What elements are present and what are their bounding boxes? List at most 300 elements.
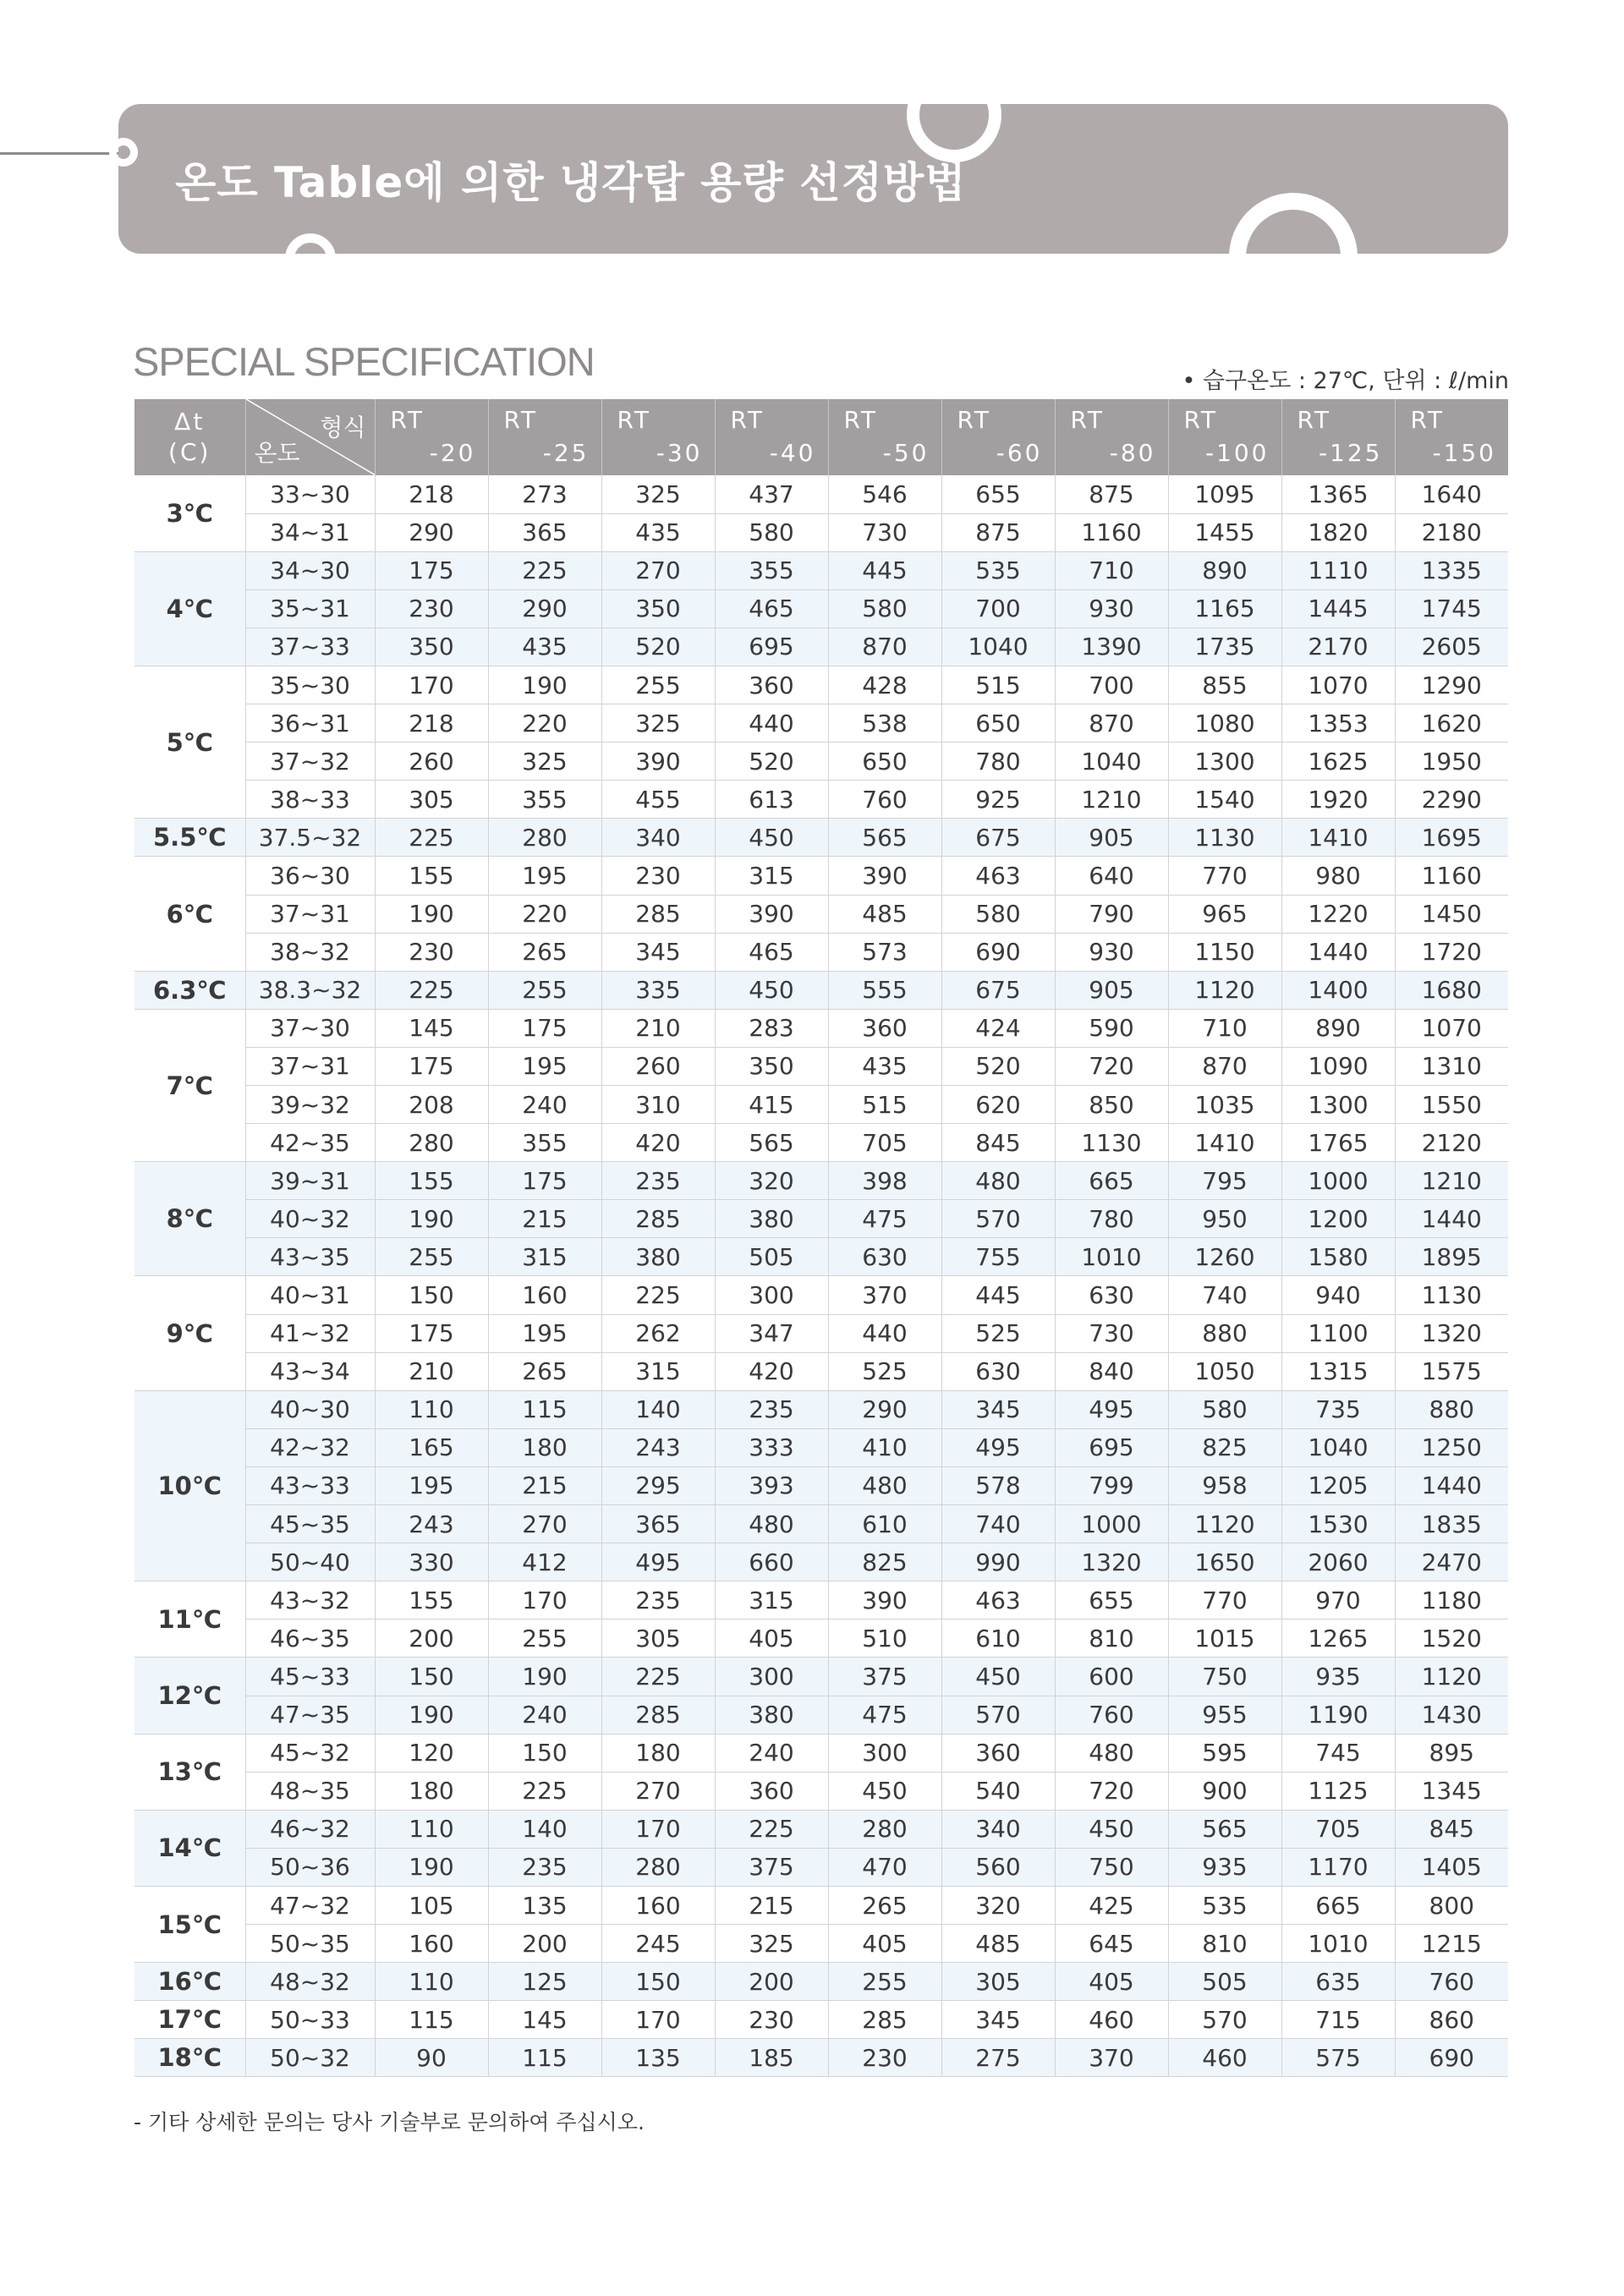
capacity-cell: 240 [488,1086,601,1124]
capacity-cell: 515 [828,1086,941,1124]
capacity-cell: 265 [828,1886,941,1924]
table-row [134,1886,1508,1924]
capacity-cell: 480 [715,1505,828,1543]
capacity-cell: 740 [1168,1276,1281,1314]
capacity-cell: 1160 [1055,513,1168,551]
capacity-cell: 1320 [1395,1314,1508,1352]
capacity-cell: 565 [715,1124,828,1162]
capacity-cell: 800 [1395,1886,1508,1924]
capacity-cell: 1015 [1168,1619,1281,1658]
capacity-cell: 2605 [1395,627,1508,666]
capacity-cell: 333 [715,1428,828,1466]
capacity-cell: 255 [488,1619,601,1658]
header-temp-label: 온도 [254,439,300,467]
capacity-cell: 890 [1168,551,1281,589]
capacity-cell: 573 [828,933,941,971]
capacity-cell: 2120 [1395,1124,1508,1162]
capacity-cell: 1130 [1395,1276,1508,1314]
banner-ring-bottom-small [285,233,336,284]
capacity-cell: 760 [1055,1696,1168,1734]
capacity-cell: 480 [828,1466,941,1504]
capacity-cell: 675 [941,819,1055,857]
capacity-cell: 255 [828,1963,941,2001]
capacity-cell: 2060 [1281,1543,1395,1581]
capacity-cell: 280 [601,1848,715,1886]
capacity-cell: 810 [1055,1619,1168,1658]
capacity-cell: 810 [1168,1925,1281,1963]
capacity-cell: 285 [601,1696,715,1734]
capacity-cell: 265 [488,1352,601,1390]
capacity-cell: 565 [1168,1810,1281,1848]
table-row [134,1658,1508,1696]
capacity-cell: 825 [1168,1428,1281,1466]
temp-range-cell: 48~35 [245,1772,375,1810]
capacity-cell: 1640 [1395,475,1508,513]
capacity-cell: 1050 [1168,1352,1281,1390]
capacity-cell: 190 [375,1848,488,1886]
capacity-cell: 1040 [941,627,1055,666]
capacity-cell: 350 [715,1047,828,1085]
capacity-cell: 412 [488,1543,601,1581]
capacity-cell: 2290 [1395,781,1508,819]
capacity-cell: 495 [1055,1390,1168,1428]
capacity-cell: 375 [828,1658,941,1696]
capacity-cell: 325 [601,475,715,513]
temp-range-cell: 50~33 [245,2001,375,2039]
capacity-cell: 450 [941,1658,1055,1696]
table-row [134,1581,1508,1619]
banner-ring-bottom-large [1229,193,1358,321]
capacity-cell: 243 [375,1505,488,1543]
capacity-cell: 935 [1168,1848,1281,1886]
capacity-cell: 845 [1395,1810,1508,1848]
temp-range-cell: 38~32 [245,933,375,971]
capacity-cell: 140 [488,1810,601,1848]
capacity-cell: 405 [1055,1963,1168,2001]
capacity-cell: 175 [488,1009,601,1047]
capacity-cell: 880 [1395,1390,1508,1428]
table-row [134,1314,1508,1352]
capacity-cell: 515 [941,666,1055,704]
capacity-cell: 2180 [1395,513,1508,551]
capacity-cell: 345 [601,933,715,971]
capacity-cell: 1835 [1395,1505,1508,1543]
capacity-cell: 1735 [1168,627,1281,666]
capacity-cell: 640 [1055,857,1168,895]
temp-range-cell: 39~32 [245,1086,375,1124]
capacity-cell: 610 [941,1619,1055,1658]
capacity-cell: 225 [601,1658,715,1696]
capacity-cell: 285 [601,895,715,933]
temp-range-cell: 38.3~32 [245,971,375,1009]
capacity-cell: 720 [1055,1772,1168,1810]
capacity-cell: 120 [375,1734,488,1772]
capacity-cell: 1765 [1281,1124,1395,1162]
capacity-cell: 190 [375,1696,488,1734]
capacity-cell: 160 [375,1925,488,1963]
capacity-cell: 390 [828,1581,941,1619]
table-row [134,1810,1508,1848]
capacity-cell: 1575 [1395,1352,1508,1390]
table-row [134,1848,1508,1886]
table-body [134,475,1508,2077]
capacity-cell: 300 [715,1658,828,1696]
temp-range-cell: 46~32 [245,1810,375,1848]
capacity-cell: 273 [488,475,601,513]
capacity-cell: 2470 [1395,1543,1508,1581]
capacity-cell: 570 [1168,2001,1281,2039]
capacity-cell: 245 [601,1925,715,1963]
capacity-cell: 475 [828,1200,941,1238]
capacity-cell: 330 [375,1543,488,1581]
temp-range-cell: 45~32 [245,1734,375,1772]
capacity-cell: 1365 [1281,475,1395,513]
capacity-cell: 435 [828,1047,941,1085]
capacity-cell: 1260 [1168,1238,1281,1276]
capacity-cell: 380 [715,1200,828,1238]
capacity-cell: 980 [1281,857,1395,895]
header-rt-col: RT -30 [601,399,715,475]
section-title: SPECIAL SPECIFICATION [133,339,595,384]
capacity-cell: 315 [488,1238,601,1276]
capacity-cell: 650 [941,704,1055,743]
capacity-cell: 1440 [1395,1466,1508,1504]
header-rt-col: RT -25 [488,399,601,475]
capacity-cell: 1390 [1055,627,1168,666]
capacity-cell: 280 [375,1124,488,1162]
capacity-cell: 630 [828,1238,941,1276]
capacity-cell: 730 [1055,1314,1168,1352]
header-rt-col: RT -125 [1281,399,1395,475]
table-row [134,1925,1508,1963]
capacity-cell: 355 [715,551,828,589]
capacity-cell: 1170 [1281,1848,1395,1886]
capacity-cell: 295 [601,1466,715,1504]
capacity-cell: 305 [941,1963,1055,2001]
capacity-cell: 105 [375,1886,488,1924]
capacity-cell: 880 [1168,1314,1281,1352]
capacity-cell: 200 [715,1963,828,2001]
temp-range-cell: 37.5~32 [245,819,375,857]
capacity-cell: 200 [375,1619,488,1658]
capacity-cell: 175 [375,551,488,589]
capacity-cell: 755 [941,1238,1055,1276]
capacity-cell: 935 [1281,1658,1395,1696]
capacity-cell: 1300 [1168,743,1281,781]
capacity-cell: 1220 [1281,895,1395,933]
capacity-cell: 860 [1395,2001,1508,2039]
capacity-cell: 630 [1055,1276,1168,1314]
capacity-cell: 465 [715,933,828,971]
temp-range-cell: 34~31 [245,513,375,551]
temp-range-cell: 43~33 [245,1466,375,1504]
capacity-cell: 380 [601,1238,715,1276]
capacity-cell: 135 [488,1886,601,1924]
capacity-cell: 535 [941,551,1055,589]
table-row [134,1505,1508,1543]
capacity-cell: 705 [828,1124,941,1162]
capacity-cell: 360 [941,1734,1055,1772]
capacity-cell: 235 [601,1581,715,1619]
capacity-cell: 440 [828,1314,941,1352]
capacity-cell: 590 [1055,1009,1168,1047]
capacity-cell: 855 [1168,666,1281,704]
capacity-cell: 1000 [1055,1505,1168,1543]
capacity-cell: 1695 [1395,819,1508,857]
capacity-cell: 505 [715,1238,828,1276]
delta-t-cell: 10℃ [134,1390,245,1581]
table-row [134,513,1508,551]
capacity-cell: 660 [715,1543,828,1581]
capacity-cell: 265 [488,933,601,971]
capacity-cell: 365 [601,1505,715,1543]
capacity-cell: 360 [715,666,828,704]
capacity-cell: 1095 [1168,475,1281,513]
capacity-cell: 90 [375,2039,488,2077]
header-type-temp [245,399,375,475]
capacity-cell: 220 [488,704,601,743]
capacity-cell: 345 [941,2001,1055,2039]
capacity-cell: 930 [1055,933,1168,971]
capacity-cell: 505 [1168,1963,1281,2001]
capacity-cell: 200 [488,1925,601,1963]
capacity-cell: 320 [941,1886,1055,1924]
capacity-cell: 1310 [1395,1047,1508,1085]
capacity-cell: 1440 [1395,1200,1508,1238]
capacity-cell: 970 [1281,1581,1395,1619]
capacity-cell: 535 [1168,1886,1281,1924]
capacity-cell: 345 [941,1390,1055,1428]
capacity-cell: 580 [941,895,1055,933]
capacity-cell: 437 [715,475,828,513]
table-row [134,1428,1508,1466]
capacity-cell: 135 [601,2039,715,2077]
capacity-cell: 1920 [1281,781,1395,819]
capacity-cell: 870 [1168,1047,1281,1085]
capacity-cell: 1620 [1395,704,1508,743]
capacity-cell: 520 [715,743,828,781]
capacity-cell: 715 [1281,2001,1395,2039]
table-row [134,1009,1508,1047]
delta-t-cell: 8℃ [134,1162,245,1276]
capacity-cell: 2170 [1281,627,1395,666]
temp-range-cell: 34~30 [245,551,375,589]
header-rt-col: RT -100 [1168,399,1281,475]
table-row [134,2001,1508,2039]
capacity-cell: 155 [375,857,488,895]
capacity-cell: 645 [1055,1925,1168,1963]
capacity-cell: 1430 [1395,1696,1508,1734]
capacity-cell: 255 [601,666,715,704]
capacity-cell: 760 [828,781,941,819]
capacity-cell: 655 [941,475,1055,513]
capacity-cell: 195 [488,1314,601,1352]
delta-t-cell: 4℃ [134,551,245,666]
capacity-cell: 1040 [1055,743,1168,781]
capacity-cell: 825 [828,1543,941,1581]
capacity-cell: 925 [941,781,1055,819]
capacity-cell: 520 [941,1047,1055,1085]
capacity-cell: 460 [1168,2039,1281,2077]
capacity-cell: 850 [1055,1086,1168,1124]
capacity-cell: 320 [715,1162,828,1200]
capacity-cell: 450 [715,819,828,857]
capacity-cell: 180 [375,1772,488,1810]
capacity-cell: 695 [1055,1428,1168,1466]
capacity-cell: 270 [601,1772,715,1810]
capacity-cell: 799 [1055,1466,1168,1504]
capacity-cell: 305 [375,781,488,819]
capacity-cell: 475 [828,1696,941,1734]
capacity-cell: 210 [375,1352,488,1390]
delta-t-cell: 16℃ [134,1963,245,2001]
table-row [134,1086,1508,1124]
temp-range-cell: 47~35 [245,1696,375,1734]
capacity-cell: 390 [828,857,941,895]
capacity-cell: 230 [715,2001,828,2039]
capacity-cell: 195 [375,1466,488,1504]
capacity-cell: 1450 [1395,895,1508,933]
delta-t-cell: 5℃ [134,666,245,818]
capacity-cell: 705 [1281,1810,1395,1848]
capacity-cell: 218 [375,475,488,513]
capacity-cell: 160 [488,1276,601,1314]
capacity-cell: 870 [1055,704,1168,743]
capacity-cell: 760 [1395,1963,1508,2001]
header-rt-col: RT -50 [828,399,941,475]
temp-range-cell: 35~30 [245,666,375,704]
capacity-cell: 170 [375,666,488,704]
capacity-cell: 235 [715,1390,828,1428]
capacity-cell: 190 [488,1658,601,1696]
capacity-cell: 958 [1168,1466,1281,1504]
capacity-cell: 525 [828,1352,941,1390]
temp-range-cell: 42~32 [245,1428,375,1466]
capacity-cell: 1205 [1281,1466,1395,1504]
temp-range-cell: 40~32 [245,1200,375,1238]
temp-range-cell: 35~31 [245,589,375,627]
delta-t-cell: 7℃ [134,1009,245,1161]
capacity-cell: 110 [375,1963,488,2001]
delta-t-cell: 17℃ [134,2001,245,2039]
capacity-cell: 495 [941,1428,1055,1466]
capacity-cell: 262 [601,1314,715,1352]
delta-t-cell: 3℃ [134,475,245,551]
capacity-cell: 735 [1281,1390,1395,1428]
capacity-cell: 1650 [1168,1543,1281,1581]
temp-range-cell: 50~32 [245,2039,375,2077]
temp-range-cell: 45~33 [245,1658,375,1696]
capacity-cell: 150 [375,1276,488,1314]
capacity-cell: 570 [941,1200,1055,1238]
delta-t-cell: 6℃ [134,857,245,971]
capacity-cell: 175 [375,1314,488,1352]
capacity-cell: 575 [1281,2039,1395,2077]
temp-range-cell: 50~36 [245,1848,375,1886]
capacity-cell: 110 [375,1810,488,1848]
capacity-cell: 390 [715,895,828,933]
capacity-cell: 870 [828,627,941,666]
header-rt-col: RT -40 [715,399,828,475]
temp-range-cell: 36~31 [245,704,375,743]
capacity-cell: 225 [715,1810,828,1848]
capacity-cell: 580 [1168,1390,1281,1428]
capacity-cell: 1320 [1055,1543,1168,1581]
temp-range-cell: 48~32 [245,1963,375,2001]
capacity-cell: 435 [601,513,715,551]
banner-connector-line [0,152,121,155]
capacity-cell: 370 [828,1276,941,1314]
capacity-cell: 620 [941,1086,1055,1124]
capacity-cell: 580 [715,513,828,551]
capacity-cell: 750 [1055,1848,1168,1886]
capacity-cell: 355 [488,1124,601,1162]
table-row [134,589,1508,627]
capacity-cell: 875 [1055,475,1168,513]
header-rt-col: RT -60 [941,399,1055,475]
capacity-cell: 485 [828,895,941,933]
capacity-cell: 720 [1055,1047,1168,1085]
capacity-cell: 115 [488,2039,601,2077]
capacity-cell: 160 [601,1886,715,1924]
capacity-cell: 1353 [1281,704,1395,743]
temp-range-cell: 37~30 [245,1009,375,1047]
capacity-cell: 1300 [1281,1086,1395,1124]
capacity-cell: 1130 [1168,819,1281,857]
capacity-cell: 455 [601,781,715,819]
capacity-cell: 315 [715,857,828,895]
capacity-cell: 300 [828,1734,941,1772]
capacity-cell: 1895 [1395,1238,1508,1276]
capacity-cell: 510 [828,1619,941,1658]
capacity-cell: 290 [828,1390,941,1428]
capacity-cell: 260 [375,743,488,781]
temp-range-cell: 40~31 [245,1276,375,1314]
table-row [134,743,1508,781]
capacity-cell: 1540 [1168,781,1281,819]
header-rt-col: RT -150 [1395,399,1508,475]
capacity-cell: 185 [715,2039,828,2077]
capacity-cell: 1210 [1395,1162,1508,1200]
capacity-cell: 370 [1055,2039,1168,2077]
capacity-cell: 1130 [1055,1124,1168,1162]
delta-t-cell: 5.5℃ [134,819,245,857]
table-row [134,1047,1508,1085]
delta-t-cell: 12℃ [134,1658,245,1734]
delta-t-cell: 14℃ [134,1810,245,1886]
capacity-cell: 655 [1055,1581,1168,1619]
capacity-cell: 555 [828,971,941,1009]
capacity-cell: 215 [488,1200,601,1238]
capacity-cell: 1530 [1281,1505,1395,1543]
capacity-cell: 170 [488,1581,601,1619]
table-row [134,895,1508,933]
capacity-cell: 463 [941,857,1055,895]
capacity-cell: 1100 [1281,1314,1395,1352]
capacity-cell: 270 [488,1505,601,1543]
capacity-cell: 350 [375,627,488,666]
capacity-cell: 445 [828,551,941,589]
capacity-cell: 1520 [1395,1619,1508,1658]
capacity-cell: 410 [828,1428,941,1466]
capacity-cell: 690 [1395,2039,1508,2077]
capacity-cell: 1070 [1281,666,1395,704]
capacity-cell: 845 [941,1124,1055,1162]
capacity-cell: 225 [488,551,601,589]
header-rt-col: RT -80 [1055,399,1168,475]
capacity-cell: 285 [828,2001,941,2039]
table-row [134,1963,1508,2001]
